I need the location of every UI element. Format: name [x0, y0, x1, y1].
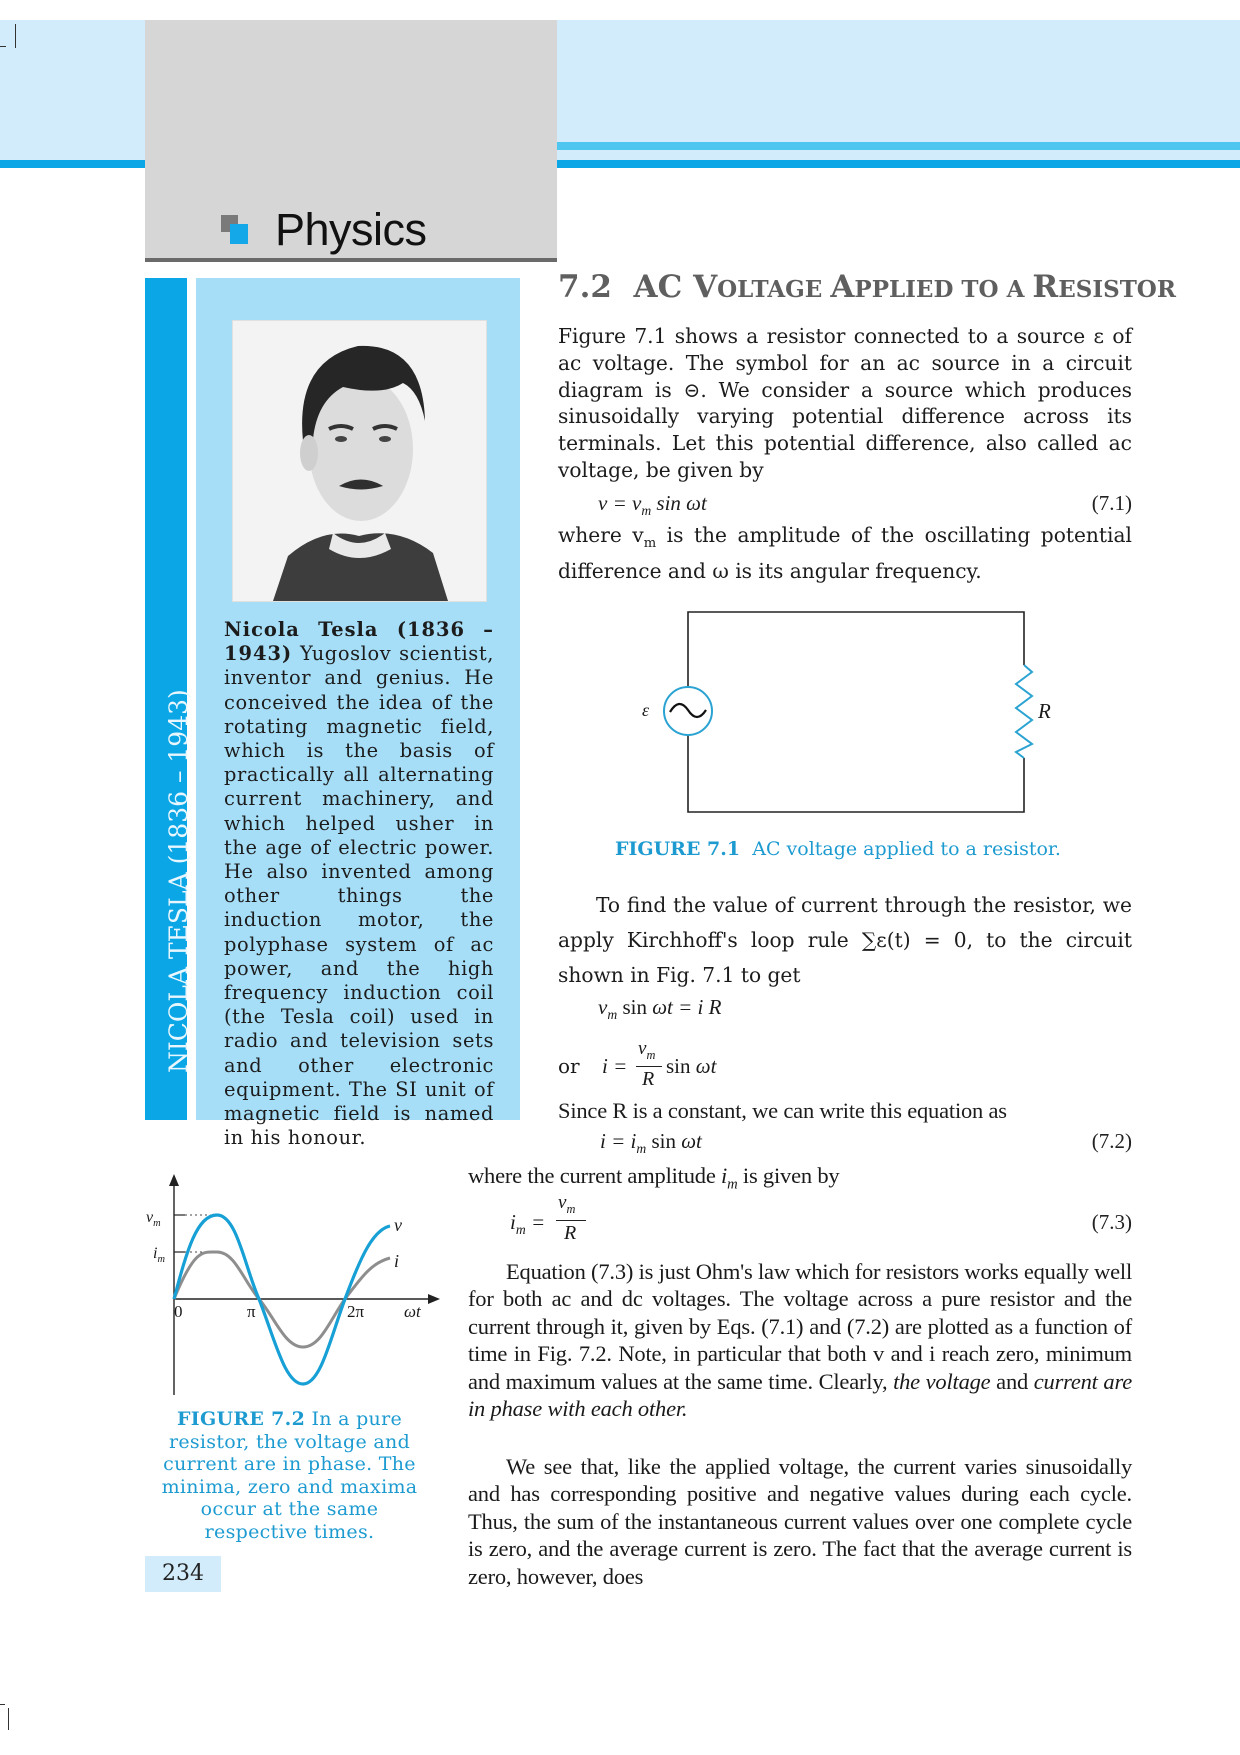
x-tick-0: 0	[174, 1302, 183, 1321]
subject-title: Physics	[275, 204, 427, 255]
section-number: 7.2	[558, 269, 612, 305]
x-axis-label: ωt	[404, 1302, 421, 1321]
paragraph-average-current: We see that, like the applied voltage, the current varies sinusoidally and has corresponding positive and negative values during each cycle. Thus, the sum of the instantaneous current values over one complete cycle is zero, and the average current is zero. The fact that the average current is zero, however, does	[468, 1454, 1132, 1589]
paragraph-intro: Figure 7.1 shows a resistor connected to a source ε of ac voltage. The symbol for an ac source in a circuit diagram is ⊝. We consider a source which produces sinusoidally varying potential difference across its terminals. Let this potential difference, also called ac voltage, be given by	[558, 324, 1132, 482]
source-label: ε	[642, 700, 650, 720]
biography-body: Yugoslov scientist, inventor and genius. He conceived the idea of the rotating magnetic field, which is the basis of practically all alternating current machinery, and which helped usher in the age of electric power. He also invented among other things the induction motor, the polyphase system of ac power, and the high frequency induction coil (the Tesla coil) used in radio and television sets and other electronic equipment. The SI unit of magnetic field is named in his honour.	[224, 642, 494, 1150]
equation-number: (7.1)	[1091, 491, 1132, 515]
y-tick-im: $i_m$	[153, 1245, 165, 1266]
resistor-label: R	[1038, 699, 1051, 723]
crop-mark	[8, 1708, 9, 1730]
paragraph-current-amplitude: where the current amplitude $i_m$ is given by	[468, 1163, 840, 1193]
curve-label-i: i	[394, 1251, 400, 1271]
paragraph-constant: Since R is a constant, we can write this equation as	[558, 1098, 1007, 1123]
equation-number: (7.3)	[1091, 1210, 1132, 1234]
curve-label-v: v	[394, 1215, 402, 1235]
paragraph-kirchhoff: To find the value of current through the resistor, we apply Kirchhoff's loop rule ∑ε(t) = 0, to the circuit shown in Fig. 7.1 to get	[558, 893, 1132, 987]
crop-mark	[0, 1704, 5, 1705]
circuit-diagram	[600, 600, 1080, 840]
equation-current-fraction: or i = $v_m$ R sin ωt	[558, 1038, 717, 1090]
logo-square-blue-icon	[230, 224, 248, 244]
biography-text	[224, 618, 494, 1150]
equation-text: $v = v_m$ sin ωt	[598, 491, 707, 519]
equation-kvl: $v_m$ sin ωt = i R	[598, 995, 722, 1023]
section-heading: 7.2 AC VOLTAGE APPLIED TO A RESISTOR	[558, 269, 1176, 305]
y-tick-vm: $v_m$	[146, 1209, 161, 1230]
crop-mark	[0, 46, 6, 47]
sidebar-vertical-label: NICOLA TESLA (1836 – 1943)	[164, 689, 193, 1073]
header-rule-thin	[557, 142, 1240, 150]
x-tick-pi: π	[247, 1302, 256, 1321]
portrait-photo	[232, 320, 487, 602]
crop-mark	[15, 24, 16, 48]
equation-7-3: $i_m$ = $v_m$ R (7.3)	[510, 1192, 1132, 1244]
equation-7-2	[470, 1129, 1132, 1157]
equation-number: (7.2)	[1091, 1129, 1132, 1153]
page-number: 234	[145, 1556, 221, 1592]
figure-7-2-caption: FIGURE 7.2 In a pure resistor, the voltage and current are in phase. The minima, zero and maxima occur at the same respective times.	[161, 1408, 418, 1543]
figure-7-1-caption: FIGURE 7.1 AC voltage applied to a resistor.	[615, 838, 1061, 860]
equation-text: $i = i_m$ sin ωt	[600, 1129, 702, 1157]
paragraph-ohms-law: Equation (7.3) is just Ohm's law which for resistors works equally well for both ac and dc voltages. The voltage across a pure resistor and the current through it, given by Eqs. (7.1) and (7.2) are plotted as a function of time in Fig. 7.2. Note, in particular that both v and i reach zero, minimum and maximum values at the same time. Clearly, the voltage and current are in phase with each other.	[468, 1259, 1133, 1422]
equation-7-1	[558, 490, 1132, 518]
paragraph-amplitude: where $v_m$ is the amplitude of the oscillating potential difference and ω is its angular frequency.	[558, 523, 1132, 583]
biography-name: Nicola Tesla (1836 – 1943)	[224, 618, 494, 666]
figure-7-2-graph	[125, 1170, 455, 1405]
portrait-illustration-icon	[233, 321, 486, 601]
x-tick-2pi: 2π	[347, 1302, 365, 1321]
